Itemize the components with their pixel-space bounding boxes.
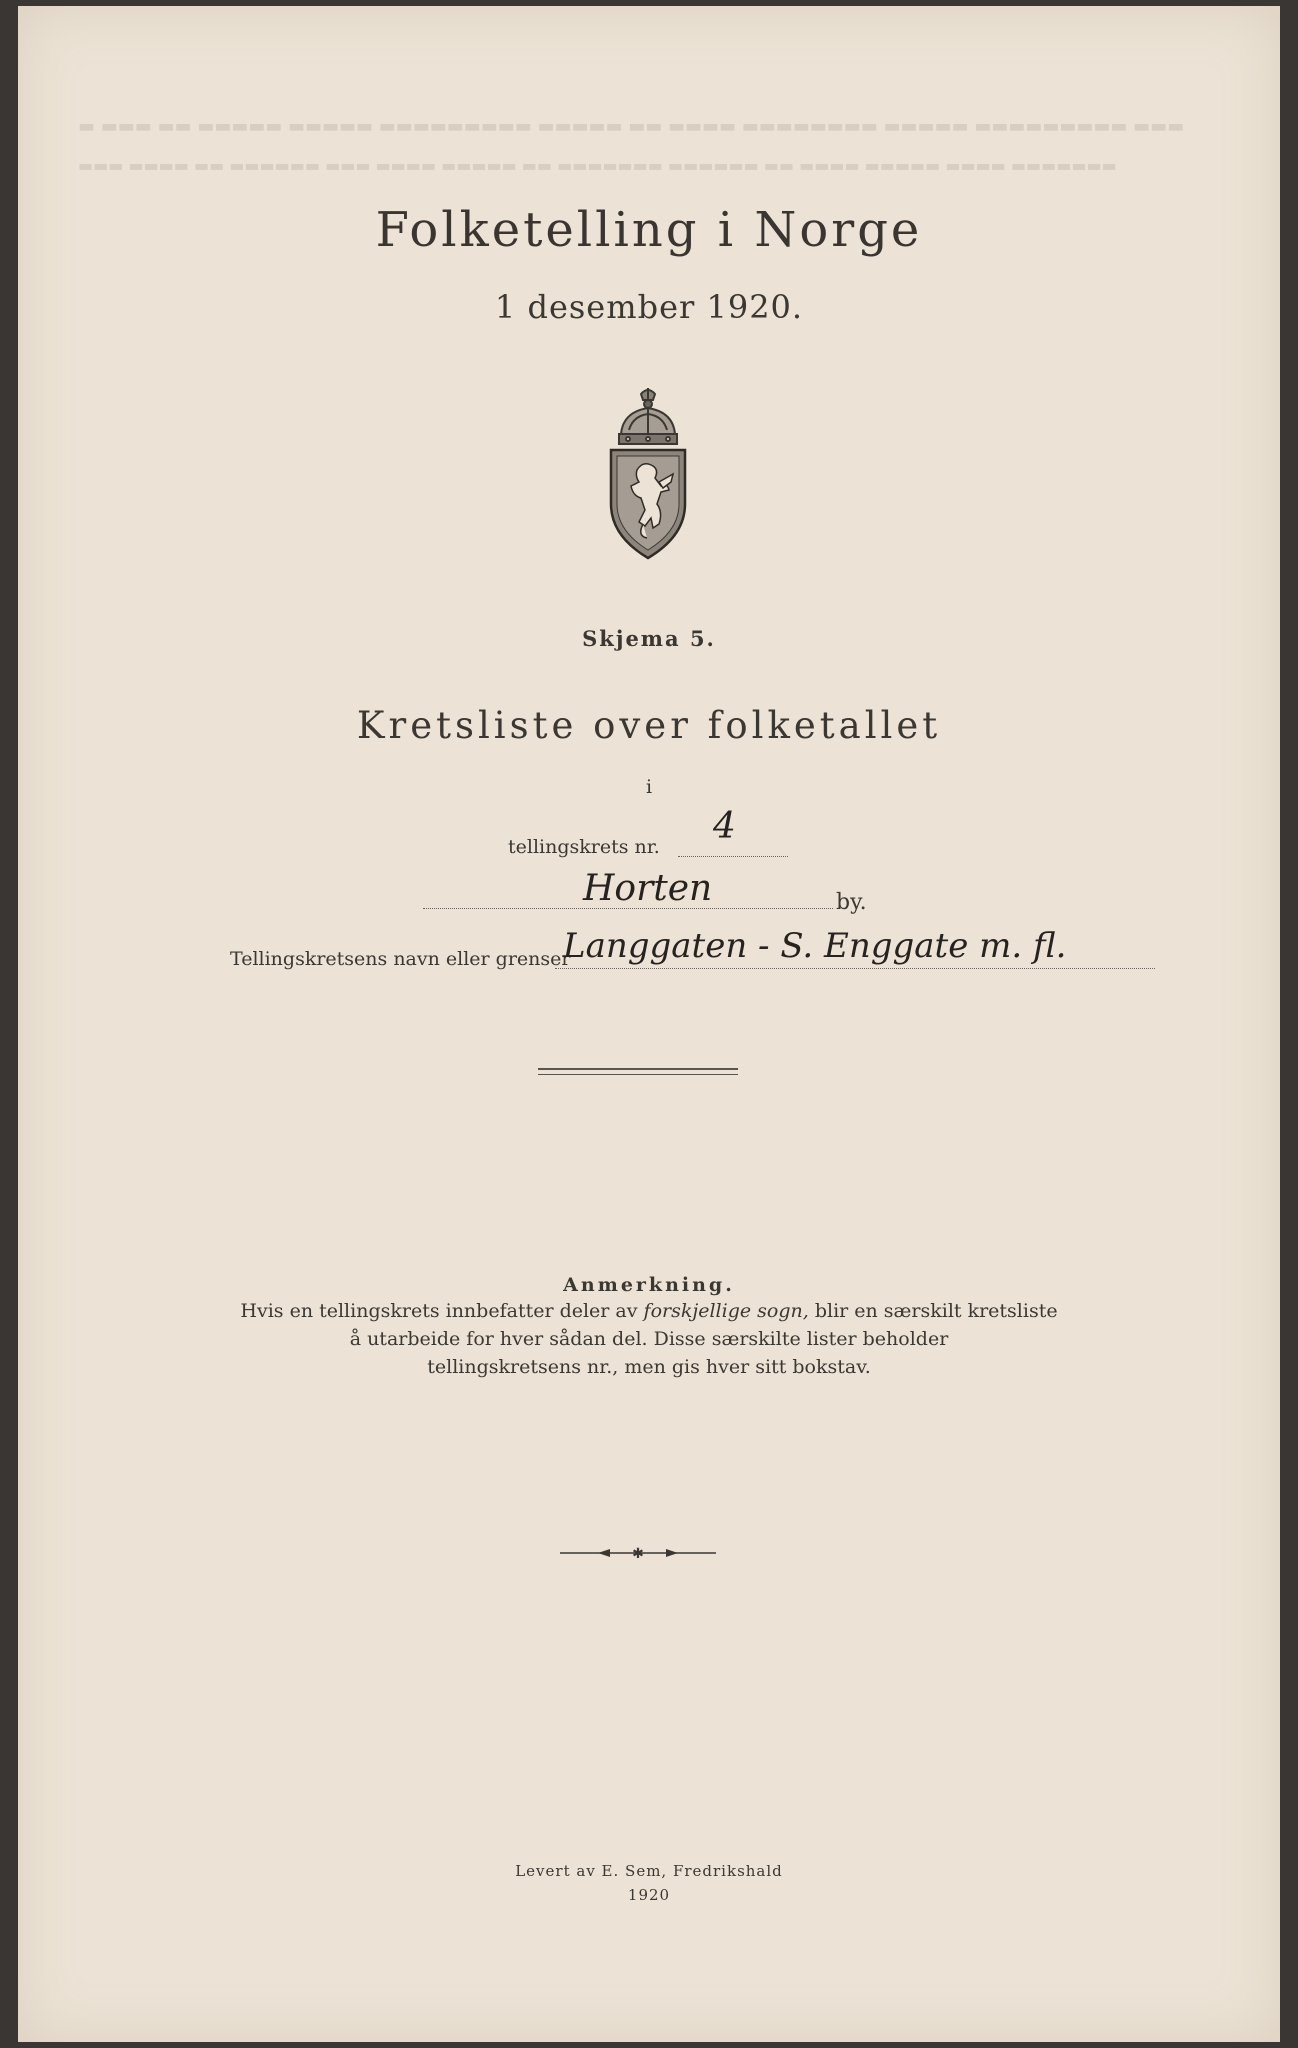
divider-rule — [538, 1068, 738, 1070]
ornament-divider — [558, 1546, 718, 1560]
printer-credit: Levert av E. Sem, Fredrikshald — [515, 1862, 783, 1880]
census-form-page — [18, 6, 1280, 2042]
bleed-through-text: ▬ ▬▬▬ ▬▬ ▬▬▬▬▬ ▬▬▬▬▬ ▬▬▬▬▬▬▬▬▬ ▬▬▬▬▬ ▬▬ ▬▬▬▬ ▬▬▬▬▬▬▬▬ ▬▬▬▬▬ ▬▬▬▬▬▬▬▬▬ ▬▬▬ — [78, 116, 1185, 137]
document-title: Folketelling i Norge — [375, 202, 923, 258]
remark-heading: Anmerkning. — [563, 1274, 735, 1296]
printer-year: 1920 — [627, 1886, 671, 1904]
district-number-value: 4 — [713, 806, 736, 847]
remark-line-3: tellingskretsens nr., men gis hver sitt bokstav. — [427, 1356, 871, 1378]
boundary-label: Tellingskretsens navn eller grenser — [230, 948, 571, 970]
preposition: i — [645, 776, 653, 798]
form-number: Skjema 5. — [582, 626, 716, 651]
svg-text:✱: ✱ — [632, 1546, 644, 1560]
district-number-line — [678, 856, 788, 857]
census-date: 1 desember 1920. — [494, 288, 804, 326]
bleed-through-text: ▬▬▬ ▬▬▬▬ ▬▬ ▬▬▬▬▬▬ ▬▬▬ ▬▬▬▬ ▬▬▬▬▬ ▬▬ ▬▬▬▬▬▬▬ ▬▬▬▬▬▬ ▬▬ ▬▬▬▬ ▬▬▬▬▬ ▬▬▬▬ ▬▬▬▬▬▬▬ — [78, 156, 1117, 175]
divider-rule-thin — [538, 1074, 738, 1075]
city-suffix: by. — [836, 890, 867, 915]
city-value: Horten — [583, 868, 713, 909]
boundary-value: Langgaten - S. Enggate m. fl. — [563, 926, 1067, 966]
lion-crest-icon — [603, 386, 693, 561]
district-number-label: tellingskrets nr. — [508, 836, 660, 858]
boundary-line — [555, 968, 1155, 969]
form-heading: Kretsliste over folketallet — [356, 704, 942, 747]
remark-line-1: Hvis en tellingskrets innbefatter deler av forskjellige sogn, blir en særskilt kretsliste — [240, 1300, 1058, 1322]
remark-line-2: å utarbeide for hver sådan del. Disse særskilte lister beholder — [349, 1328, 949, 1350]
